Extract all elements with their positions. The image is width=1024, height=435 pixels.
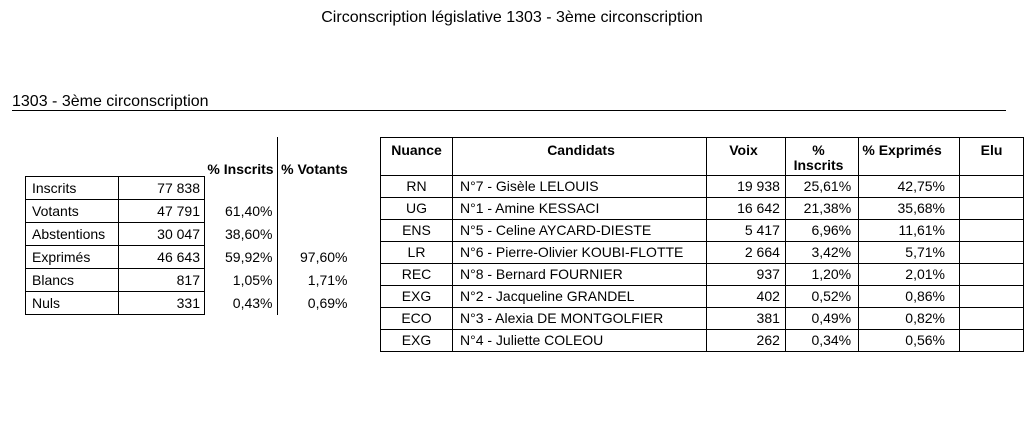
stats-value: 331 [119,292,205,315]
candidate-row [381,330,1024,352]
candidate-pct-exprimes: 0,56% [859,330,960,352]
candidate-name: N°5 - Celine AYCARD-DIESTE [452,220,706,242]
stats-row [26,292,352,315]
candidate-elu [960,198,1024,220]
stats-pct-votants: 97,60% [277,246,352,269]
candidate-name: N°3 - Alexia DE MONTGOLFIER [452,308,706,330]
candidate-elu [960,330,1024,352]
candidates-body [381,176,1024,352]
stats-value: 817 [119,269,205,292]
candidate-nuance: EXG [381,330,453,352]
header-nuance: Nuance [381,138,453,176]
candidate-nuance: ECO [381,308,453,330]
candidate-name: N°8 - Bernard FOURNIER [452,264,706,286]
candidate-voix: 937 [707,264,786,286]
stats-header-empty [26,137,119,177]
candidate-pct-inscrits: 0,49% [785,308,858,330]
candidate-nuance: RN [381,176,453,198]
candidate-pct-inscrits: 0,52% [785,286,858,308]
stats-label: Blancs [26,269,119,292]
candidate-pct-inscrits: 1,20% [785,264,858,286]
candidate-pct-exprimes: 35,68% [859,198,960,220]
candidate-pct-inscrits: 6,96% [785,220,858,242]
candidate-voix: 381 [707,308,786,330]
candidate-elu [960,286,1024,308]
candidate-pct-inscrits: 0,34% [785,330,858,352]
candidate-nuance: REC [381,264,453,286]
stats-pct-votants: 0,69% [277,292,352,315]
candidate-elu [960,220,1024,242]
candidate-nuance: LR [381,242,453,264]
stats-label: Inscrits [26,177,119,200]
stats-pct-inscrits: 38,60% [225,225,273,242]
candidate-voix: 402 [707,286,786,308]
candidate-pct-inscrits: 25,61% [785,176,858,198]
candidate-voix: 16 642 [707,198,786,220]
stats-pct-inscrits [205,177,278,200]
candidate-pct-exprimes: 0,86% [859,286,960,308]
stats-header-empty [119,137,205,177]
candidates-header-row [381,138,1024,176]
candidate-elu [960,264,1024,286]
candidate-name: N°2 - Jacqueline GRANDEL [452,286,706,308]
candidate-voix: 2 664 [707,242,786,264]
candidate-pct-inscrits: 3,42% [785,242,858,264]
candidate-elu [960,176,1024,198]
candidate-pct-exprimes: 0,82% [859,308,960,330]
stats-row [26,246,352,269]
candidate-voix: 5 417 [707,220,786,242]
stats-header-row [26,137,352,177]
candidate-pct-exprimes: 5,71% [859,242,960,264]
candidate-row [381,220,1024,242]
stats-value: 46 643 [119,246,205,269]
candidate-name: N°4 - Juliette COLEOU [452,330,706,352]
candidate-name: N°7 - Gisèle LELOUIS [452,176,706,198]
stats-label: Abstentions [26,223,119,246]
candidate-name: N°6 - Pierre-Olivier KOUBI-FLOTTE [452,242,706,264]
stats-pct-inscrits: 0,43% [232,294,273,311]
stats-pct-inscrits: 59,92% [225,248,273,265]
header-elu: Elu [960,138,1024,176]
candidate-row [381,308,1024,330]
stats-row [26,269,352,292]
stats-value: 77 838 [119,177,205,200]
stats-pct-votants [277,200,352,223]
candidate-nuance: EXG [381,286,453,308]
candidate-name: N°1 - Amine KESSACI [452,198,706,220]
stats-value: 30 047 [119,223,205,246]
stats-header-pct-inscrits: % Inscrits [207,160,274,177]
stats-header-pct-votants: % Votants [277,137,352,177]
stats-row [26,177,352,200]
stats-label: Nuls [26,292,119,315]
candidate-nuance: UG [381,198,453,220]
page-title: Circonscription législative 1303 - 3ème circonscription [321,9,703,26]
header-pct-exprimes: % Exprimés [859,138,960,176]
candidate-row [381,198,1024,220]
stats-body [26,177,352,315]
candidate-row [381,286,1024,308]
candidate-voix: 262 [707,330,786,352]
stats-value: 47 791 [119,200,205,223]
candidate-voix: 19 938 [707,176,786,198]
candidate-nuance: ENS [381,220,453,242]
candidate-row [381,242,1024,264]
header-candidats: Candidats [452,138,706,176]
section-divider [12,110,1006,111]
stats-row [26,223,352,246]
candidate-row [381,176,1024,198]
candidate-row [381,264,1024,286]
stats-row [26,200,352,223]
stats-pct-votants: 1,71% [277,269,352,292]
candidate-pct-exprimes: 11,61% [859,220,960,242]
stats-label: Exprimés [26,246,119,269]
stats-pct-inscrits: 1,05% [232,271,273,288]
stats-label: Votants [26,200,119,223]
candidates-table [380,137,1024,352]
candidate-pct-exprimes: 42,75% [859,176,960,198]
stats-table [25,137,352,315]
candidate-pct-exprimes: 2,01% [859,264,960,286]
stats-pct-inscrits: 61,40% [225,202,273,219]
stats-pct-votants [277,177,352,200]
section-title: 1303 - 3ème circonscription [12,93,209,110]
candidate-elu [960,242,1024,264]
candidate-pct-inscrits: 21,38% [785,198,858,220]
header-voix: Voix [707,138,786,176]
stats-pct-votants [277,223,352,246]
header-pct-inscrits: % Inscrits [785,138,858,176]
candidate-elu [960,308,1024,330]
